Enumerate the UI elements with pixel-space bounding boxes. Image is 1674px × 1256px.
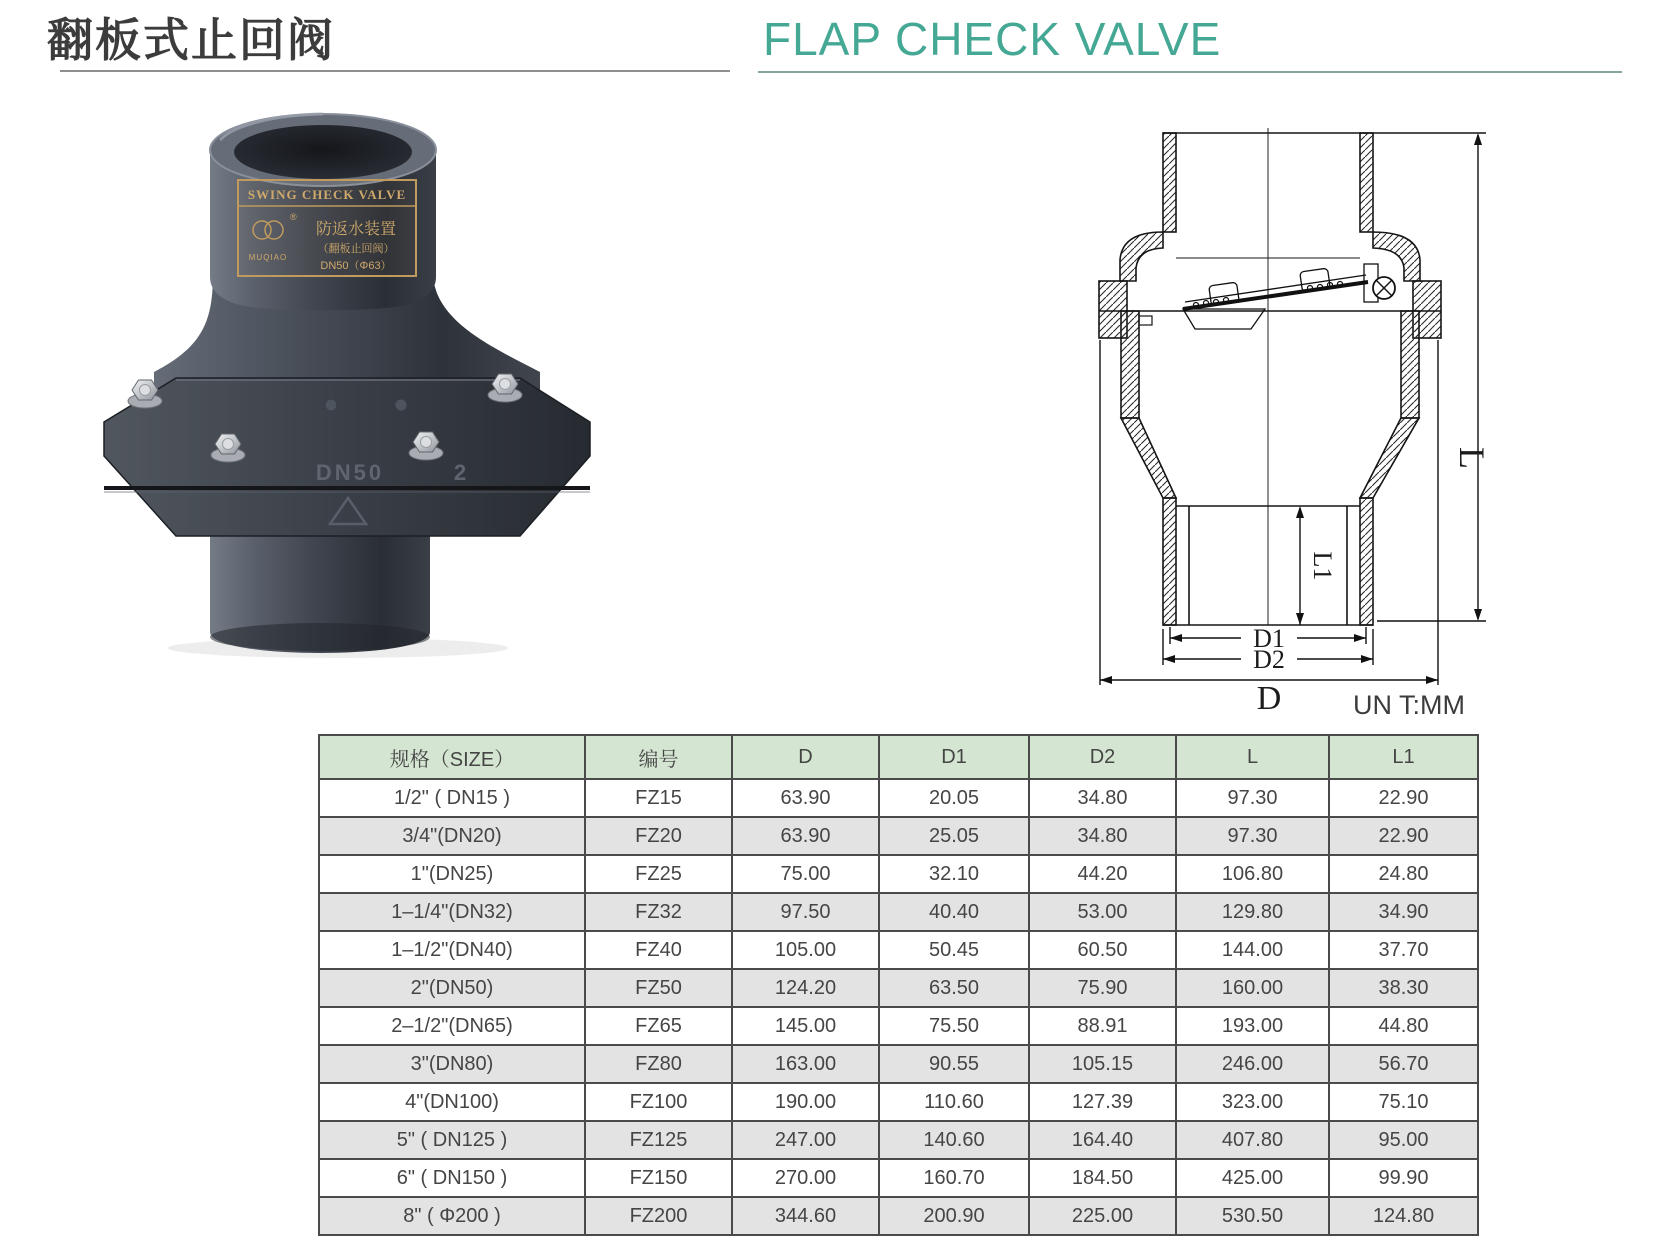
spec-table-head [319,735,1478,779]
table-cell: 37.70 [1329,931,1478,969]
product-label [238,180,416,276]
table-cell: 184.50 [1029,1159,1176,1197]
table-cell: 75.50 [879,1007,1029,1045]
title-rule-left [60,70,730,72]
table-row [319,817,1478,855]
table-cell: 53.00 [1029,893,1176,931]
dim-label-L: L [1452,447,1492,469]
title-rule-right [758,71,1622,73]
table-cell: 25.05 [879,817,1029,855]
spec-table-body [319,779,1478,1235]
table-cell: 3/4"(DN20) [319,817,585,855]
column-header: 编号 [585,735,732,779]
spec-table-head-row [319,735,1478,779]
flange-pin [395,399,407,411]
table-cell: 530.50 [1176,1197,1329,1235]
flange-inch-text: 2 [453,460,467,485]
table-cell: FZ50 [585,969,732,1007]
table-cell: 4"(DN100) [319,1083,585,1121]
table-cell: 63.50 [879,969,1029,1007]
table-cell: 97.30 [1176,817,1329,855]
table-cell: 425.00 [1176,1159,1329,1197]
table-cell: 124.20 [732,969,879,1007]
table-cell: 88.91 [1029,1007,1176,1045]
flap-disc [1183,264,1395,329]
table-cell: FZ200 [585,1197,732,1235]
table-cell: 106.80 [1176,855,1329,893]
table-cell: 1/2" ( DN15 ) [319,779,585,817]
column-header: L1 [1329,735,1478,779]
page-title-zh: 翻板式止回阀 [47,14,335,66]
table-cell: FZ150 [585,1159,732,1197]
column-header: L [1176,735,1329,779]
table-cell: 75.00 [732,855,879,893]
table-cell: 190.00 [732,1083,879,1121]
table-cell: 247.00 [732,1121,879,1159]
label-brand: MUQIAO [248,253,288,262]
table-cell: 22.90 [1329,817,1478,855]
table-row [319,893,1478,931]
table-row [319,1083,1478,1121]
label-subtitle: （翻板止回阀） [317,243,395,255]
column-header: 规格（SIZE） [319,735,585,779]
table-cell: 56.70 [1329,1045,1478,1083]
table-cell: 246.00 [1176,1045,1329,1083]
page-title-en: FLAP CHECK VALVE [763,13,1222,65]
table-row [319,1159,1478,1197]
table-cell: 5" ( DN125 ) [319,1121,585,1159]
table-cell: 8" ( Φ200 ) [319,1197,585,1235]
table-cell: 160.70 [879,1159,1029,1197]
table-cell: 32.10 [879,855,1029,893]
table-cell: 270.00 [732,1159,879,1197]
dim-label-L1: L1 [1308,551,1337,581]
table-cell: 2"(DN50) [319,969,585,1007]
table-cell: 164.40 [1029,1121,1176,1159]
valve-photo-art [88,92,613,662]
flange-pin [325,399,337,411]
unit-note: UN T:MM [1353,690,1465,720]
table-row [319,779,1478,817]
table-cell: FZ65 [585,1007,732,1045]
table-cell: FZ32 [585,893,732,931]
table-cell: 44.80 [1329,1007,1478,1045]
table-cell: 99.90 [1329,1159,1478,1197]
dim-label-D: D [1256,680,1282,717]
table-cell: FZ40 [585,931,732,969]
table-cell: 34.90 [1329,893,1478,931]
table-cell: 6" ( DN150 ) [319,1159,585,1197]
table-cell: 34.80 [1029,817,1176,855]
flange-size-text: DN50 [315,460,385,485]
column-header: D2 [1029,735,1176,779]
table-cell: 20.05 [879,779,1029,817]
table-cell: 1–1/4"(DN32) [319,893,585,931]
label-spec: DN50（Φ63） [320,260,392,272]
table-cell: 105.00 [732,931,879,969]
valve-section-drawing [1008,108,1492,728]
table-row [319,855,1478,893]
table-cell: 193.00 [1176,1007,1329,1045]
table-cell: FZ80 [585,1045,732,1083]
table-cell: 129.80 [1176,893,1329,931]
table-cell: 2–1/2"(DN65) [319,1007,585,1045]
table-cell: 1"(DN25) [319,855,585,893]
table-cell: 160.00 [1176,969,1329,1007]
table-cell: 38.30 [1329,969,1478,1007]
table-cell: 97.30 [1176,779,1329,817]
table-cell: 22.90 [1329,779,1478,817]
table-cell: FZ125 [585,1121,732,1159]
table-cell: 3"(DN80) [319,1045,585,1083]
table-cell: 1–1/2"(DN40) [319,931,585,969]
table-row [319,969,1478,1007]
table-cell: FZ100 [585,1083,732,1121]
table-cell: 110.60 [879,1083,1029,1121]
table-cell: 144.00 [1176,931,1329,969]
dim-label-D1: D1 [1253,624,1285,653]
valve-bottom-spigot [210,522,430,653]
table-row [319,931,1478,969]
table-cell: 225.00 [1029,1197,1176,1235]
table-row [319,1045,1478,1083]
table-cell: FZ20 [585,817,732,855]
table-cell: 44.20 [1029,855,1176,893]
table-cell: 105.15 [1029,1045,1176,1083]
table-cell: 90.55 [879,1045,1029,1083]
table-cell: 75.10 [1329,1083,1478,1121]
product-photo [88,92,613,662]
technical-drawing [1008,108,1492,728]
table-cell: 24.80 [1329,855,1478,893]
label-registered-mark: ® [290,212,297,222]
table-cell: 127.39 [1029,1083,1176,1121]
table-cell: 63.90 [732,817,879,855]
table-cell: 34.80 [1029,779,1176,817]
table-cell: 163.00 [732,1045,879,1083]
table-cell: 95.00 [1329,1121,1478,1159]
table-cell: 323.00 [1176,1083,1329,1121]
table-row [319,1007,1478,1045]
table-cell: 124.80 [1329,1197,1478,1235]
dimension-lines [1100,133,1486,685]
label-title: SWING CHECK VALVE [247,187,407,202]
table-row [319,1121,1478,1159]
table-cell: 200.90 [879,1197,1029,1235]
valve-flange [104,378,590,536]
table-row [319,1197,1478,1235]
table-cell: 60.50 [1029,931,1176,969]
table-cell: 50.45 [879,931,1029,969]
table-cell: 97.50 [732,893,879,931]
table-cell: 63.90 [732,779,879,817]
table-cell: 344.60 [732,1197,879,1235]
table-cell: 75.90 [1029,969,1176,1007]
table-cell: 145.00 [732,1007,879,1045]
table-cell: 140.60 [879,1121,1029,1159]
column-header: D [732,735,879,779]
dim-label-D2: D2 [1253,645,1285,674]
label-device: 防返水装置 [315,221,397,238]
table-cell: FZ15 [585,779,732,817]
table-cell: FZ25 [585,855,732,893]
column-header: D1 [879,735,1029,779]
table-cell: 40.40 [879,893,1029,931]
spec-table [318,734,1479,1236]
valve-cross-section [1099,133,1486,625]
table-cell: 407.80 [1176,1121,1329,1159]
